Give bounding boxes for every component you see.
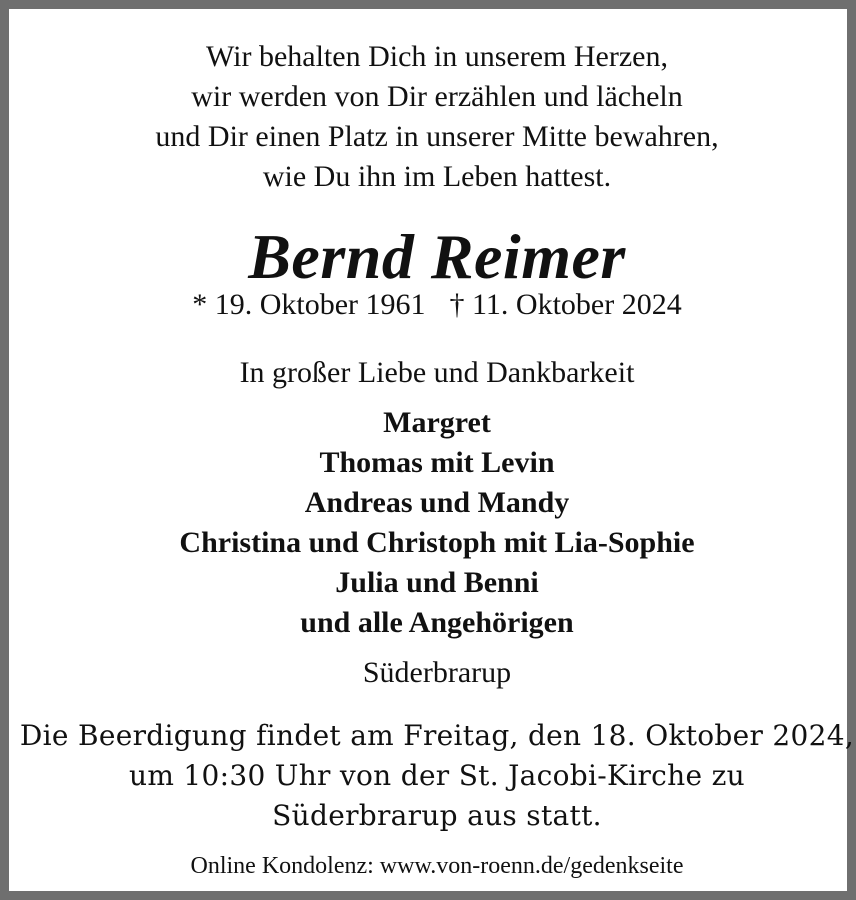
verse-line-2: wir werden von Dir erzählen und lächeln [191, 80, 683, 113]
family-line-3: Andreas und Mandy [304, 486, 570, 519]
verse-line-4: wie Du ihn im Leben hattest. [262, 160, 612, 193]
dedication-intro: In großer Liebe und Dankbarkeit [239, 356, 635, 389]
online-condolence: Online Kondolenz: www.von-roenn.de/gedenkseite [190, 853, 684, 879]
family-line-1: Margret [383, 406, 491, 439]
funeral-line-2: um 10:30 Uhr von der St. Jacobi-Kirche zu [129, 759, 745, 792]
funeral-line-3: Süderbrarup aus statt. [272, 799, 602, 832]
life-dates [9, 287, 856, 323]
family-line-4: Christina und Christoph mit Lia-Sophie [179, 526, 695, 559]
funeral-line-1: Die Beerdigung findet am Freitag, den 18. Oktober 2024, [19, 719, 855, 752]
deceased-name: Bernd Reimer [248, 221, 626, 292]
death-date: † 11. Oktober 2024 [449, 288, 682, 321]
family-line-5: Julia und Benni [335, 566, 539, 599]
family-line-6: und alle Angehörigen [300, 606, 574, 639]
birth-date: * 19. Oktober 1961 [192, 288, 426, 321]
place-of-residence: Süderbrarup [362, 656, 512, 689]
verse-line-1: Wir behalten Dich in unserem Herzen, [206, 40, 668, 73]
family-line-2: Thomas mit Levin [319, 446, 555, 479]
verse-line-3: und Dir einen Platz in unserer Mitte bewahren, [155, 120, 719, 153]
